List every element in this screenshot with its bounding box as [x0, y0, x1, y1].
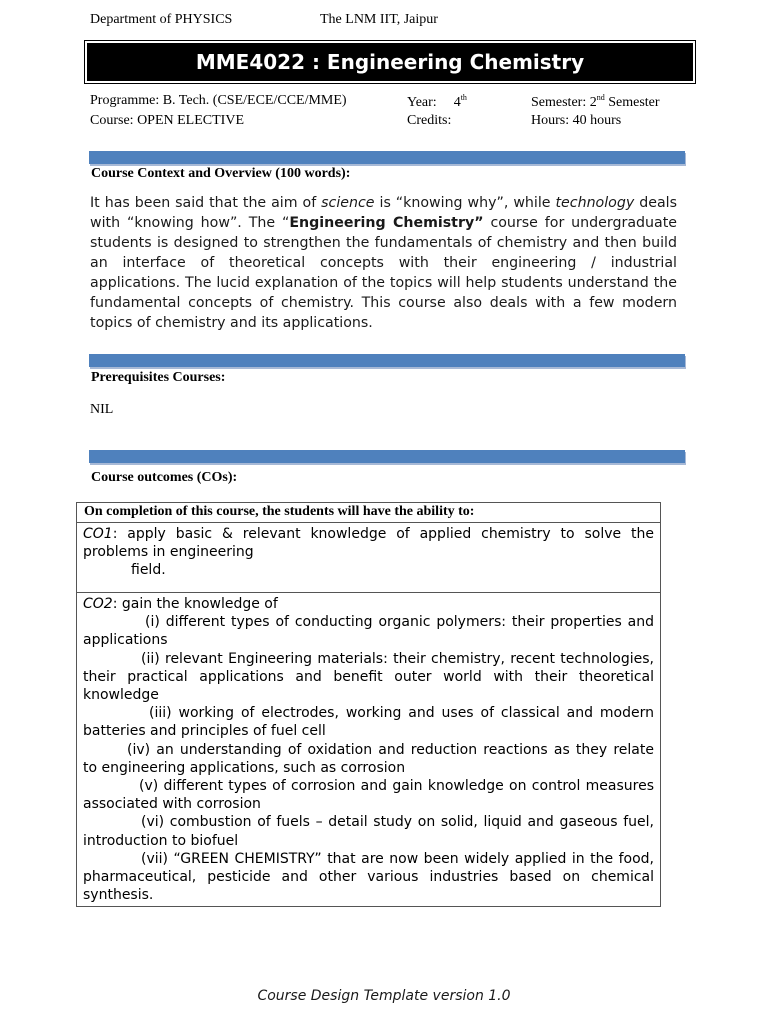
overview-heading: Course Context and Overview (100 words):	[91, 166, 351, 181]
co2-item: (vi) combustion of fuels – detail study on solid, liquid and gaseous fuel, introduction to biofuel	[83, 814, 654, 849]
co2-intro: : gain the knowledge of	[112, 596, 278, 612]
overview-course-name: Engineering Chemistry”	[289, 215, 484, 231]
semester-value: 2	[589, 95, 597, 110]
outcomes-heading: Course outcomes (COs):	[91, 470, 238, 485]
section-divider-overview	[89, 151, 685, 164]
co2-cell	[77, 593, 660, 906]
year-sup: th	[460, 93, 467, 102]
co1-text-continued: field.	[131, 562, 166, 578]
department-name: Department of PHYSICS	[90, 12, 233, 27]
prerequisites-value: NIL	[90, 402, 114, 417]
course-outcomes-table	[76, 502, 661, 907]
footer-template-version: Course Design Template version 1.0	[257, 988, 511, 1004]
section-divider-prerequisites	[89, 354, 685, 367]
co2-item: (iii) working of electrodes, working and uses of classical and modern batteries and principles of fuel cell	[83, 705, 654, 740]
overview-paragraph	[90, 193, 677, 333]
table-header: On completion of this course, the students will have the ability to:	[77, 503, 660, 523]
overview-text-2: is “knowing why”, while	[374, 195, 556, 211]
co2-item: (vii) “GREEN CHEMISTRY” that are now been widely applied in the food, pharmaceutical, pesticide and other various industries based on chemical synthesis.	[83, 850, 654, 904]
hours-value: 40 hours	[572, 113, 622, 128]
institute-name: The LNM IIT, Jaipur	[320, 12, 438, 27]
co2-item: (v) different types of corrosion and gain knowledge on control measures associated with corrosion	[83, 778, 654, 813]
course-title: MME4022 : Engineering Chemistry	[87, 43, 693, 81]
credits-label: Credits:	[407, 113, 452, 128]
hours-row	[531, 113, 621, 129]
programme-label: Programme:	[90, 93, 160, 108]
co2-label: CO2	[83, 596, 113, 612]
co2-item: (i) different types of conducting organic polymers: their properties and applications	[83, 614, 654, 649]
co1-label: CO1	[83, 526, 113, 542]
course-value: OPEN ELECTIVE	[137, 113, 244, 128]
semester-suffix: Semester	[608, 95, 660, 110]
semester-row	[531, 93, 660, 111]
overview-text-1: It has been said that the aim of	[90, 195, 322, 211]
credits-row	[407, 113, 451, 129]
course-title-box	[84, 40, 696, 84]
overview-text-4: course for undergraduate students is designed to strengthen the fundamentals of chemistry and then build an interface of theoretical concepts with their engineering / industrial applications. The lucid explanation of the topics will help students understand the fundamental concepts of chemistry. This course also deals with a few modern topics of chemistry and its applications.	[90, 215, 677, 331]
prerequisites-heading: Prerequisites Courses:	[91, 370, 226, 385]
semester-label: Semester:	[531, 95, 587, 110]
hours-label: Hours:	[531, 113, 570, 128]
course-row	[90, 113, 244, 129]
semester-sup: nd	[596, 93, 605, 102]
programme-value: B. Tech. (CSE/ECE/CCE/MME)	[162, 93, 347, 108]
overview-text-3: deals with “knowing how”. The “	[90, 195, 677, 231]
year-value: 4	[453, 95, 461, 110]
course-label: Course:	[90, 113, 134, 128]
co1-cell	[77, 523, 660, 593]
section-divider-outcomes	[89, 450, 685, 463]
programme-row	[90, 93, 347, 109]
year-label: Year:	[407, 95, 437, 110]
co2-item: (ii) relevant Engineering materials: their chemistry, recent technologies, their practical applications and benefit outer world with their theoretical knowledge	[83, 650, 654, 704]
year-row	[407, 93, 467, 111]
co1-text: : apply basic & relevant knowledge of applied chemistry to solve the problems in engineering	[83, 526, 654, 560]
overview-science: science	[321, 195, 375, 211]
co2-item: (iv) an understanding of oxidation and reduction reactions as they relate to engineering applications, such as corrosion	[83, 741, 654, 776]
overview-technology: technology	[555, 195, 635, 211]
